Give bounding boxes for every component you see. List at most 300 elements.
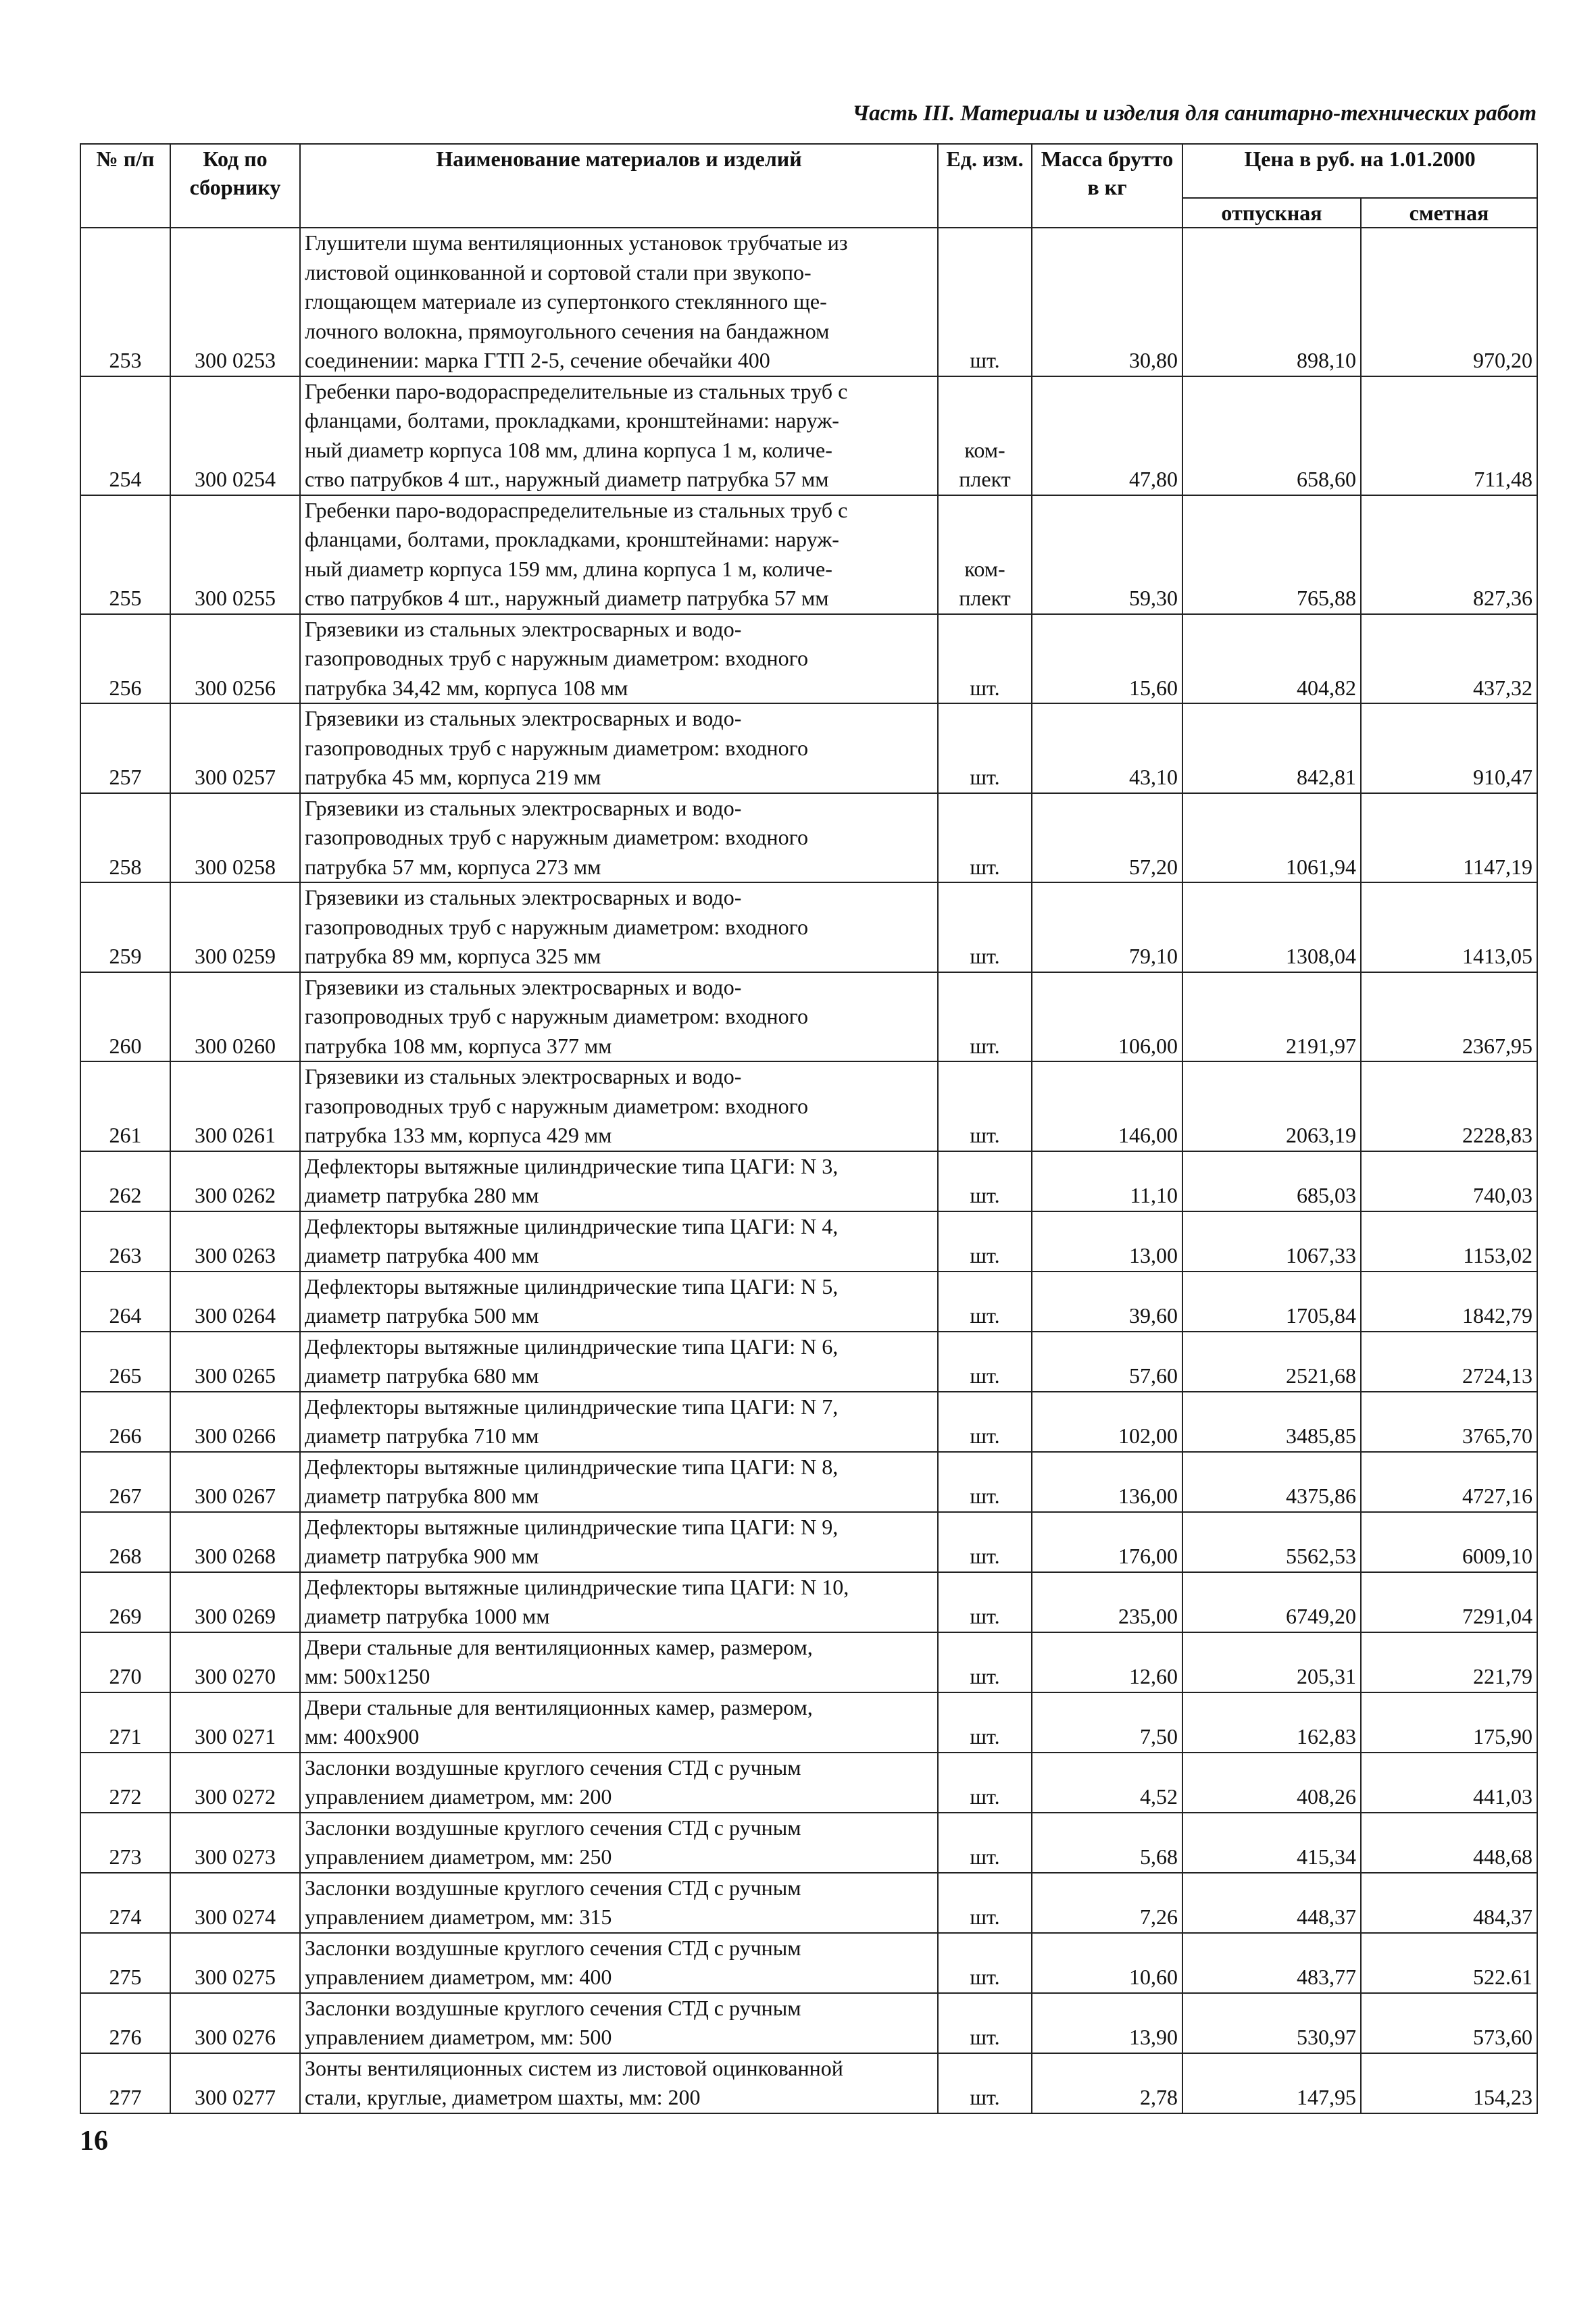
row-price-estimate: 154,23 bbox=[1361, 2053, 1537, 2113]
row-name-line: стали, круглые, диаметром шахты, мм: 200 bbox=[305, 2085, 701, 2109]
row-code: 300 0255 bbox=[170, 495, 300, 614]
table-row bbox=[80, 1993, 1537, 2053]
row-name bbox=[300, 614, 938, 704]
row-number: 273 bbox=[80, 1813, 170, 1873]
row-price-estimate: 3765,70 bbox=[1361, 1392, 1537, 1452]
row-unit bbox=[938, 1392, 1032, 1452]
row-name-line: Грязевики из стальных электросварных и водо- bbox=[305, 706, 742, 730]
row-number: 261 bbox=[80, 1061, 170, 1151]
row-mass: 136,00 bbox=[1032, 1452, 1182, 1512]
row-unit-line: шт. bbox=[970, 1243, 1000, 1267]
row-price-estimate: 4727,16 bbox=[1361, 1452, 1537, 1512]
row-number: 257 bbox=[80, 703, 170, 793]
row-number: 270 bbox=[80, 1632, 170, 1692]
row-unit bbox=[938, 793, 1032, 883]
header-num: № п/п bbox=[80, 144, 170, 228]
row-price-release: 2521,68 bbox=[1182, 1332, 1361, 1392]
row-number: 253 bbox=[80, 228, 170, 376]
row-price-estimate: 175,90 bbox=[1361, 1692, 1537, 1753]
row-mass: 57,60 bbox=[1032, 1332, 1182, 1392]
row-name-line: Двери стальные для вентиляционных камер, размером, bbox=[305, 1694, 813, 1719]
row-name-line: Дефлекторы вытяжные цилиндрические типа ЦАГИ: N 10, bbox=[305, 1574, 849, 1599]
row-unit-line: ком- bbox=[964, 556, 1005, 581]
row-mass: 4,52 bbox=[1032, 1753, 1182, 1813]
row-unit bbox=[938, 1873, 1032, 1933]
row-code: 300 0256 bbox=[170, 614, 300, 704]
row-name bbox=[300, 1392, 938, 1452]
row-name bbox=[300, 495, 938, 614]
row-name bbox=[300, 1061, 938, 1151]
row-name bbox=[300, 228, 938, 376]
row-price-estimate: 1147,19 bbox=[1361, 793, 1537, 883]
row-name-line: Двери стальные для вентиляционных камер, размером, bbox=[305, 1634, 813, 1659]
row-unit-line: шт. bbox=[970, 765, 1000, 789]
row-price-estimate: 2228,83 bbox=[1361, 1061, 1537, 1151]
row-name-line: Грязевики из стальных электросварных и водо- bbox=[305, 885, 742, 909]
row-mass: 102,00 bbox=[1032, 1392, 1182, 1452]
header-mass: Масса брутто в кг bbox=[1032, 144, 1182, 228]
row-name bbox=[300, 1692, 938, 1753]
row-unit-line: шт. bbox=[970, 854, 1000, 879]
table-row bbox=[80, 614, 1537, 704]
row-price-release: 147,95 bbox=[1182, 2053, 1361, 2113]
row-code: 300 0274 bbox=[170, 1873, 300, 1933]
row-code: 300 0276 bbox=[170, 1993, 300, 2053]
row-price-release: 898,10 bbox=[1182, 228, 1361, 376]
row-unit bbox=[938, 1933, 1032, 1993]
row-number: 269 bbox=[80, 1572, 170, 1632]
table-row bbox=[80, 1813, 1537, 1873]
row-mass: 47,80 bbox=[1032, 376, 1182, 495]
row-price-estimate: 448,68 bbox=[1361, 1813, 1537, 1873]
row-name bbox=[300, 972, 938, 1062]
row-unit bbox=[938, 703, 1032, 793]
row-code: 300 0275 bbox=[170, 1933, 300, 1993]
row-name bbox=[300, 1452, 938, 1512]
row-name-line: ство патрубков 4 шт., наружный диаметр патрубка 57 мм bbox=[305, 586, 829, 610]
row-name-line: диаметр патрубка 500 мм bbox=[305, 1303, 539, 1328]
row-name-line: патрубка 45 мм, корпуса 219 мм bbox=[305, 765, 601, 789]
row-name-line: фланцами, болтами, прокладками, кронштейнами: наруж- bbox=[305, 408, 839, 432]
row-unit-line: шт. bbox=[970, 1905, 1000, 1929]
row-price-release: 415,34 bbox=[1182, 1813, 1361, 1873]
row-price-release: 404,82 bbox=[1182, 614, 1361, 704]
row-unit-line: шт. bbox=[970, 1424, 1000, 1448]
table-row bbox=[80, 1512, 1537, 1572]
table-row bbox=[80, 1332, 1537, 1392]
row-name-line: Дефлекторы вытяжные цилиндрические типа ЦАГИ: N 4, bbox=[305, 1213, 839, 1238]
header-name: Наименование материалов и изделий bbox=[300, 144, 938, 228]
row-number: 267 bbox=[80, 1452, 170, 1512]
row-unit-line: шт. bbox=[970, 1484, 1000, 1508]
row-name-line: диаметр патрубка 400 мм bbox=[305, 1243, 539, 1267]
row-name bbox=[300, 1272, 938, 1332]
row-number: 265 bbox=[80, 1332, 170, 1392]
row-name-line: диаметр патрубка 680 мм bbox=[305, 1363, 539, 1388]
row-price-estimate: 711,48 bbox=[1361, 376, 1537, 495]
row-price-release: 162,83 bbox=[1182, 1692, 1361, 1753]
row-name-line: газопроводных труб с наружным диаметром: входного bbox=[305, 825, 808, 849]
row-code: 300 0268 bbox=[170, 1512, 300, 1572]
row-mass: 10,60 bbox=[1032, 1933, 1182, 1993]
row-unit bbox=[938, 1272, 1032, 1332]
row-mass: 7,26 bbox=[1032, 1873, 1182, 1933]
row-name-line: диаметр патрубка 1000 мм bbox=[305, 1604, 550, 1628]
row-name bbox=[300, 1813, 938, 1873]
row-name-line: газопроводных труб с наружным диаметром: входного bbox=[305, 646, 808, 670]
row-name-line: диаметр патрубка 900 мм bbox=[305, 1544, 539, 1568]
row-name-line: газопроводных труб с наружным диаметром: входного bbox=[305, 914, 808, 939]
row-name-line: ство патрубков 4 шт., наружный диаметр патрубка 57 мм bbox=[305, 467, 829, 491]
row-number: 254 bbox=[80, 376, 170, 495]
row-price-estimate: 522.61 bbox=[1361, 1933, 1537, 1993]
running-head: Часть III. Материалы и изделия для санитарно-технических работ bbox=[852, 101, 1537, 126]
row-unit bbox=[938, 495, 1032, 614]
row-number: 263 bbox=[80, 1211, 170, 1272]
row-unit-line: плект bbox=[959, 467, 1011, 491]
row-unit bbox=[938, 1512, 1032, 1572]
row-unit bbox=[938, 1632, 1032, 1692]
row-name-line: глощающем материале из супертонкого стеклянного ще- bbox=[305, 289, 827, 313]
row-code: 300 0266 bbox=[170, 1392, 300, 1452]
row-unit-line: шт. bbox=[970, 1363, 1000, 1388]
row-price-release: 3485,85 bbox=[1182, 1392, 1361, 1452]
row-name-line: Дефлекторы вытяжные цилиндрические типа ЦАГИ: N 8, bbox=[305, 1454, 839, 1479]
row-code: 300 0262 bbox=[170, 1151, 300, 1211]
table-row bbox=[80, 1933, 1537, 1993]
row-unit bbox=[938, 1692, 1032, 1753]
row-price-release: 658,60 bbox=[1182, 376, 1361, 495]
row-code: 300 0267 bbox=[170, 1452, 300, 1512]
row-unit bbox=[938, 1753, 1032, 1813]
row-code: 300 0270 bbox=[170, 1632, 300, 1692]
row-number: 272 bbox=[80, 1753, 170, 1813]
row-price-release: 408,26 bbox=[1182, 1753, 1361, 1813]
table-row bbox=[80, 1753, 1537, 1813]
table-row bbox=[80, 1211, 1537, 1272]
row-unit bbox=[938, 1211, 1032, 1272]
row-code: 300 0260 bbox=[170, 972, 300, 1062]
row-unit-line: шт. bbox=[970, 675, 1000, 700]
row-mass: 7,50 bbox=[1032, 1692, 1182, 1753]
row-code: 300 0253 bbox=[170, 228, 300, 376]
row-mass: 57,20 bbox=[1032, 793, 1182, 883]
row-mass: 59,30 bbox=[1032, 495, 1182, 614]
row-name-line: Заслонки воздушные круглого сечения СТД с ручным bbox=[305, 1935, 801, 1960]
row-name-line: Дефлекторы вытяжные цилиндрические типа ЦАГИ: N 5, bbox=[305, 1274, 839, 1299]
row-number: 271 bbox=[80, 1692, 170, 1753]
row-mass: 39,60 bbox=[1032, 1272, 1182, 1332]
row-price-estimate: 6009,10 bbox=[1361, 1512, 1537, 1572]
row-name-line: управлением диаметром, мм: 200 bbox=[305, 1784, 612, 1809]
row-name bbox=[300, 1332, 938, 1392]
price-table bbox=[80, 143, 1538, 2114]
row-price-release: 6749,20 bbox=[1182, 1572, 1361, 1632]
row-mass: 43,10 bbox=[1032, 703, 1182, 793]
row-price-estimate: 7291,04 bbox=[1361, 1572, 1537, 1632]
row-code: 300 0277 bbox=[170, 2053, 300, 2113]
row-number: 275 bbox=[80, 1933, 170, 1993]
row-unit bbox=[938, 1993, 1032, 2053]
row-price-release: 448,37 bbox=[1182, 1873, 1361, 1933]
header-price-estimate: сметная bbox=[1361, 198, 1537, 228]
row-unit-line: шт. bbox=[970, 1784, 1000, 1809]
header-price: Цена в руб. на 1.01.2000 bbox=[1182, 144, 1537, 198]
row-code: 300 0257 bbox=[170, 703, 300, 793]
row-code: 300 0258 bbox=[170, 793, 300, 883]
row-name-line: лочного волокна, прямоугольного сечения на бандажном bbox=[305, 318, 830, 343]
row-price-release: 1067,33 bbox=[1182, 1211, 1361, 1272]
row-unit bbox=[938, 228, 1032, 376]
row-mass: 2,78 bbox=[1032, 2053, 1182, 2113]
row-unit bbox=[938, 972, 1032, 1062]
row-number: 255 bbox=[80, 495, 170, 614]
row-price-estimate: 2724,13 bbox=[1361, 1332, 1537, 1392]
header-code: Код по сборнику bbox=[170, 144, 300, 228]
row-mass: 15,60 bbox=[1032, 614, 1182, 704]
row-name-line: Заслонки воздушные круглого сечения СТД с ручным bbox=[305, 1875, 801, 1900]
table-row bbox=[80, 703, 1537, 793]
row-name-line: патрубка 133 мм, корпуса 429 мм bbox=[305, 1123, 612, 1147]
table-row bbox=[80, 1452, 1537, 1512]
table-row bbox=[80, 1061, 1537, 1151]
row-code: 300 0269 bbox=[170, 1572, 300, 1632]
row-name-line: патрубка 89 мм, корпуса 325 мм bbox=[305, 944, 601, 968]
row-name bbox=[300, 1933, 938, 1993]
row-name-line: соединении: марка ГТП 2-5, сечение обечайки 400 bbox=[305, 348, 770, 372]
row-price-estimate: 221,79 bbox=[1361, 1632, 1537, 1692]
row-name-line: Дефлекторы вытяжные цилиндрические типа ЦАГИ: N 6, bbox=[305, 1334, 839, 1359]
row-mass: 11,10 bbox=[1032, 1151, 1182, 1211]
row-name-line: управлением диаметром, мм: 500 bbox=[305, 2025, 612, 2049]
row-name-line: диаметр патрубка 710 мм bbox=[305, 1424, 539, 1448]
row-name-line: Дефлекторы вытяжные цилиндрические типа ЦАГИ: N 7, bbox=[305, 1394, 839, 1419]
row-unit-line: шт. bbox=[970, 2025, 1000, 2049]
row-unit-line: шт. bbox=[970, 2085, 1000, 2109]
row-name-line: Гребенки паро-водораспределительные из стальных труб с bbox=[305, 497, 848, 522]
row-unit bbox=[938, 1452, 1032, 1512]
row-unit-line: шт. bbox=[970, 1123, 1000, 1147]
row-price-release: 765,88 bbox=[1182, 495, 1361, 614]
row-mass: 12,60 bbox=[1032, 1632, 1182, 1692]
row-name-line: Дефлекторы вытяжные цилиндрические типа ЦАГИ: N 9, bbox=[305, 1514, 839, 1539]
row-price-estimate: 573,60 bbox=[1361, 1993, 1537, 2053]
row-name bbox=[300, 376, 938, 495]
row-price-release: 5562,53 bbox=[1182, 1512, 1361, 1572]
row-name bbox=[300, 703, 938, 793]
table-row bbox=[80, 793, 1537, 883]
row-unit bbox=[938, 614, 1032, 704]
row-name bbox=[300, 1873, 938, 1933]
row-price-release: 842,81 bbox=[1182, 703, 1361, 793]
row-name-line: Грязевики из стальных электросварных и водо- bbox=[305, 974, 742, 999]
row-name bbox=[300, 1151, 938, 1211]
row-name bbox=[300, 882, 938, 972]
row-price-estimate: 437,32 bbox=[1361, 614, 1537, 704]
row-code: 300 0259 bbox=[170, 882, 300, 972]
table-row bbox=[80, 376, 1537, 495]
row-unit bbox=[938, 376, 1032, 495]
row-name-line: патрубка 108 мм, корпуса 377 мм bbox=[305, 1033, 612, 1058]
row-name-line: управлением диаметром, мм: 250 bbox=[305, 1844, 612, 1869]
row-price-release: 205,31 bbox=[1182, 1632, 1361, 1692]
row-name-line: газопроводных труб с наружным диаметром: входного bbox=[305, 1093, 808, 1118]
row-name bbox=[300, 1632, 938, 1692]
row-unit-line: шт. bbox=[970, 1033, 1000, 1058]
row-unit-line: шт. bbox=[970, 1965, 1000, 1989]
row-name-line: газопроводных труб с наружным диаметром: входного bbox=[305, 735, 808, 760]
row-mass: 79,10 bbox=[1032, 882, 1182, 972]
row-code: 300 0263 bbox=[170, 1211, 300, 1272]
row-unit-line: шт. bbox=[970, 1664, 1000, 1688]
row-name bbox=[300, 1572, 938, 1632]
row-number: 258 bbox=[80, 793, 170, 883]
row-name-line: Заслонки воздушные круглого сечения СТД с ручным bbox=[305, 1995, 801, 2020]
row-price-estimate: 1153,02 bbox=[1361, 1211, 1537, 1272]
row-code: 300 0273 bbox=[170, 1813, 300, 1873]
row-code: 300 0254 bbox=[170, 376, 300, 495]
row-unit bbox=[938, 1572, 1032, 1632]
row-name-line: листовой оцинкованной и сортовой стали при звукопо- bbox=[305, 259, 812, 284]
table-row bbox=[80, 1632, 1537, 1692]
table-row bbox=[80, 972, 1537, 1062]
row-price-estimate: 827,36 bbox=[1361, 495, 1537, 614]
row-price-release: 1705,84 bbox=[1182, 1272, 1361, 1332]
row-mass: 5,68 bbox=[1032, 1813, 1182, 1873]
row-mass: 106,00 bbox=[1032, 972, 1182, 1062]
row-price-estimate: 970,20 bbox=[1361, 228, 1537, 376]
row-mass: 176,00 bbox=[1032, 1512, 1182, 1572]
table-row bbox=[80, 1692, 1537, 1753]
row-name-line: Грязевики из стальных электросварных и водо- bbox=[305, 1064, 742, 1088]
row-price-release: 1308,04 bbox=[1182, 882, 1361, 972]
row-unit-line: ком- bbox=[964, 437, 1005, 462]
header-price-release: отпускная bbox=[1182, 198, 1361, 228]
row-unit-line: шт. bbox=[970, 1183, 1000, 1207]
row-unit bbox=[938, 1813, 1032, 1873]
table-row bbox=[80, 1151, 1537, 1211]
row-name bbox=[300, 1753, 938, 1813]
row-price-release: 4375,86 bbox=[1182, 1452, 1361, 1512]
row-name-line: Грязевики из стальных электросварных и водо- bbox=[305, 616, 742, 641]
row-unit-line: шт. bbox=[970, 1724, 1000, 1749]
table-row bbox=[80, 495, 1537, 614]
row-price-estimate: 910,47 bbox=[1361, 703, 1537, 793]
row-name-line: Заслонки воздушные круглого сечения СТД с ручным bbox=[305, 1755, 801, 1780]
row-mass: 30,80 bbox=[1032, 228, 1182, 376]
row-name-line: Дефлекторы вытяжные цилиндрические типа ЦАГИ: N 3, bbox=[305, 1153, 839, 1178]
row-number: 259 bbox=[80, 882, 170, 972]
row-name-line: Глушители шума вентиляционных установок трубчатые из bbox=[305, 230, 848, 255]
row-name bbox=[300, 1211, 938, 1272]
table-row bbox=[80, 1272, 1537, 1332]
row-name-line: патрубка 34,42 мм, корпуса 108 мм bbox=[305, 675, 628, 700]
row-price-release: 2191,97 bbox=[1182, 972, 1361, 1062]
row-price-release: 1061,94 bbox=[1182, 793, 1361, 883]
row-unit-line: шт. bbox=[970, 1303, 1000, 1328]
table-row bbox=[80, 2053, 1537, 2113]
row-unit bbox=[938, 2053, 1032, 2113]
row-name bbox=[300, 1512, 938, 1572]
row-number: 268 bbox=[80, 1512, 170, 1572]
row-unit bbox=[938, 882, 1032, 972]
row-number: 260 bbox=[80, 972, 170, 1062]
row-unit-line: шт. bbox=[970, 1604, 1000, 1628]
row-unit bbox=[938, 1151, 1032, 1211]
table-body bbox=[80, 228, 1537, 2113]
row-name-line: ный диаметр корпуса 159 мм, длина корпуса 1 м, количе- bbox=[305, 556, 832, 581]
table-row bbox=[80, 228, 1537, 376]
row-price-estimate: 441,03 bbox=[1361, 1753, 1537, 1813]
row-name-line: управлением диаметром, мм: 400 bbox=[305, 1965, 612, 1989]
row-price-estimate: 2367,95 bbox=[1361, 972, 1537, 1062]
row-name-line: управлением диаметром, мм: 315 bbox=[305, 1905, 612, 1929]
row-number: 262 bbox=[80, 1151, 170, 1211]
row-name-line: фланцами, болтами, прокладками, кронштейнами: наруж- bbox=[305, 527, 839, 551]
table-row bbox=[80, 1392, 1537, 1452]
row-name-line: диаметр патрубка 280 мм bbox=[305, 1183, 539, 1207]
row-mass: 235,00 bbox=[1032, 1572, 1182, 1632]
row-name-line: газопроводных труб с наружным диаметром: входного bbox=[305, 1004, 808, 1028]
row-price-release: 2063,19 bbox=[1182, 1061, 1361, 1151]
row-number: 274 bbox=[80, 1873, 170, 1933]
page-number: 16 bbox=[80, 2126, 108, 2157]
row-name-line: диаметр патрубка 800 мм bbox=[305, 1484, 539, 1508]
row-code: 300 0261 bbox=[170, 1061, 300, 1151]
row-unit-line: шт. bbox=[970, 944, 1000, 968]
row-number: 264 bbox=[80, 1272, 170, 1332]
row-name-line: мм: 500х1250 bbox=[305, 1664, 430, 1688]
row-mass: 146,00 bbox=[1032, 1061, 1182, 1151]
row-unit-line: шт. bbox=[970, 1844, 1000, 1869]
row-number: 266 bbox=[80, 1392, 170, 1452]
row-name-line: Гребенки паро-водораспределительные из стальных труб с bbox=[305, 378, 848, 403]
row-name-line: мм: 400х900 bbox=[305, 1724, 420, 1749]
header-unit: Ед. изм. bbox=[938, 144, 1032, 228]
row-price-release: 483,77 bbox=[1182, 1933, 1361, 1993]
row-unit-line: шт. bbox=[970, 1544, 1000, 1568]
row-price-estimate: 1842,79 bbox=[1361, 1272, 1537, 1332]
row-number: 256 bbox=[80, 614, 170, 704]
row-name-line: ный диаметр корпуса 108 мм, длина корпуса 1 м, количе- bbox=[305, 437, 832, 462]
row-name bbox=[300, 1993, 938, 2053]
row-number: 277 bbox=[80, 2053, 170, 2113]
row-name-line: Заслонки воздушные круглого сечения СТД с ручным bbox=[305, 1815, 801, 1840]
row-number: 276 bbox=[80, 1993, 170, 2053]
row-unit-line: шт. bbox=[970, 348, 1000, 372]
row-code: 300 0264 bbox=[170, 1272, 300, 1332]
row-name-line: патрубка 57 мм, корпуса 273 мм bbox=[305, 854, 601, 879]
row-name bbox=[300, 793, 938, 883]
table-row bbox=[80, 1572, 1537, 1632]
row-mass: 13,00 bbox=[1032, 1211, 1182, 1272]
table-row bbox=[80, 1873, 1537, 1933]
row-name bbox=[300, 2053, 938, 2113]
row-price-release: 530,97 bbox=[1182, 1993, 1361, 2053]
row-unit bbox=[938, 1332, 1032, 1392]
row-mass: 13,90 bbox=[1032, 1993, 1182, 2053]
row-unit-line: плект bbox=[959, 586, 1011, 610]
row-name-line: Грязевики из стальных электросварных и водо- bbox=[305, 795, 742, 820]
table-row bbox=[80, 882, 1537, 972]
row-price-estimate: 484,37 bbox=[1361, 1873, 1537, 1933]
row-code: 300 0272 bbox=[170, 1753, 300, 1813]
row-price-estimate: 740,03 bbox=[1361, 1151, 1537, 1211]
row-name-line: Зонты вентиляционных систем из листовой оцинкованной bbox=[305, 2055, 843, 2080]
row-price-estimate: 1413,05 bbox=[1361, 882, 1537, 972]
row-unit bbox=[938, 1061, 1032, 1151]
row-code: 300 0271 bbox=[170, 1692, 300, 1753]
